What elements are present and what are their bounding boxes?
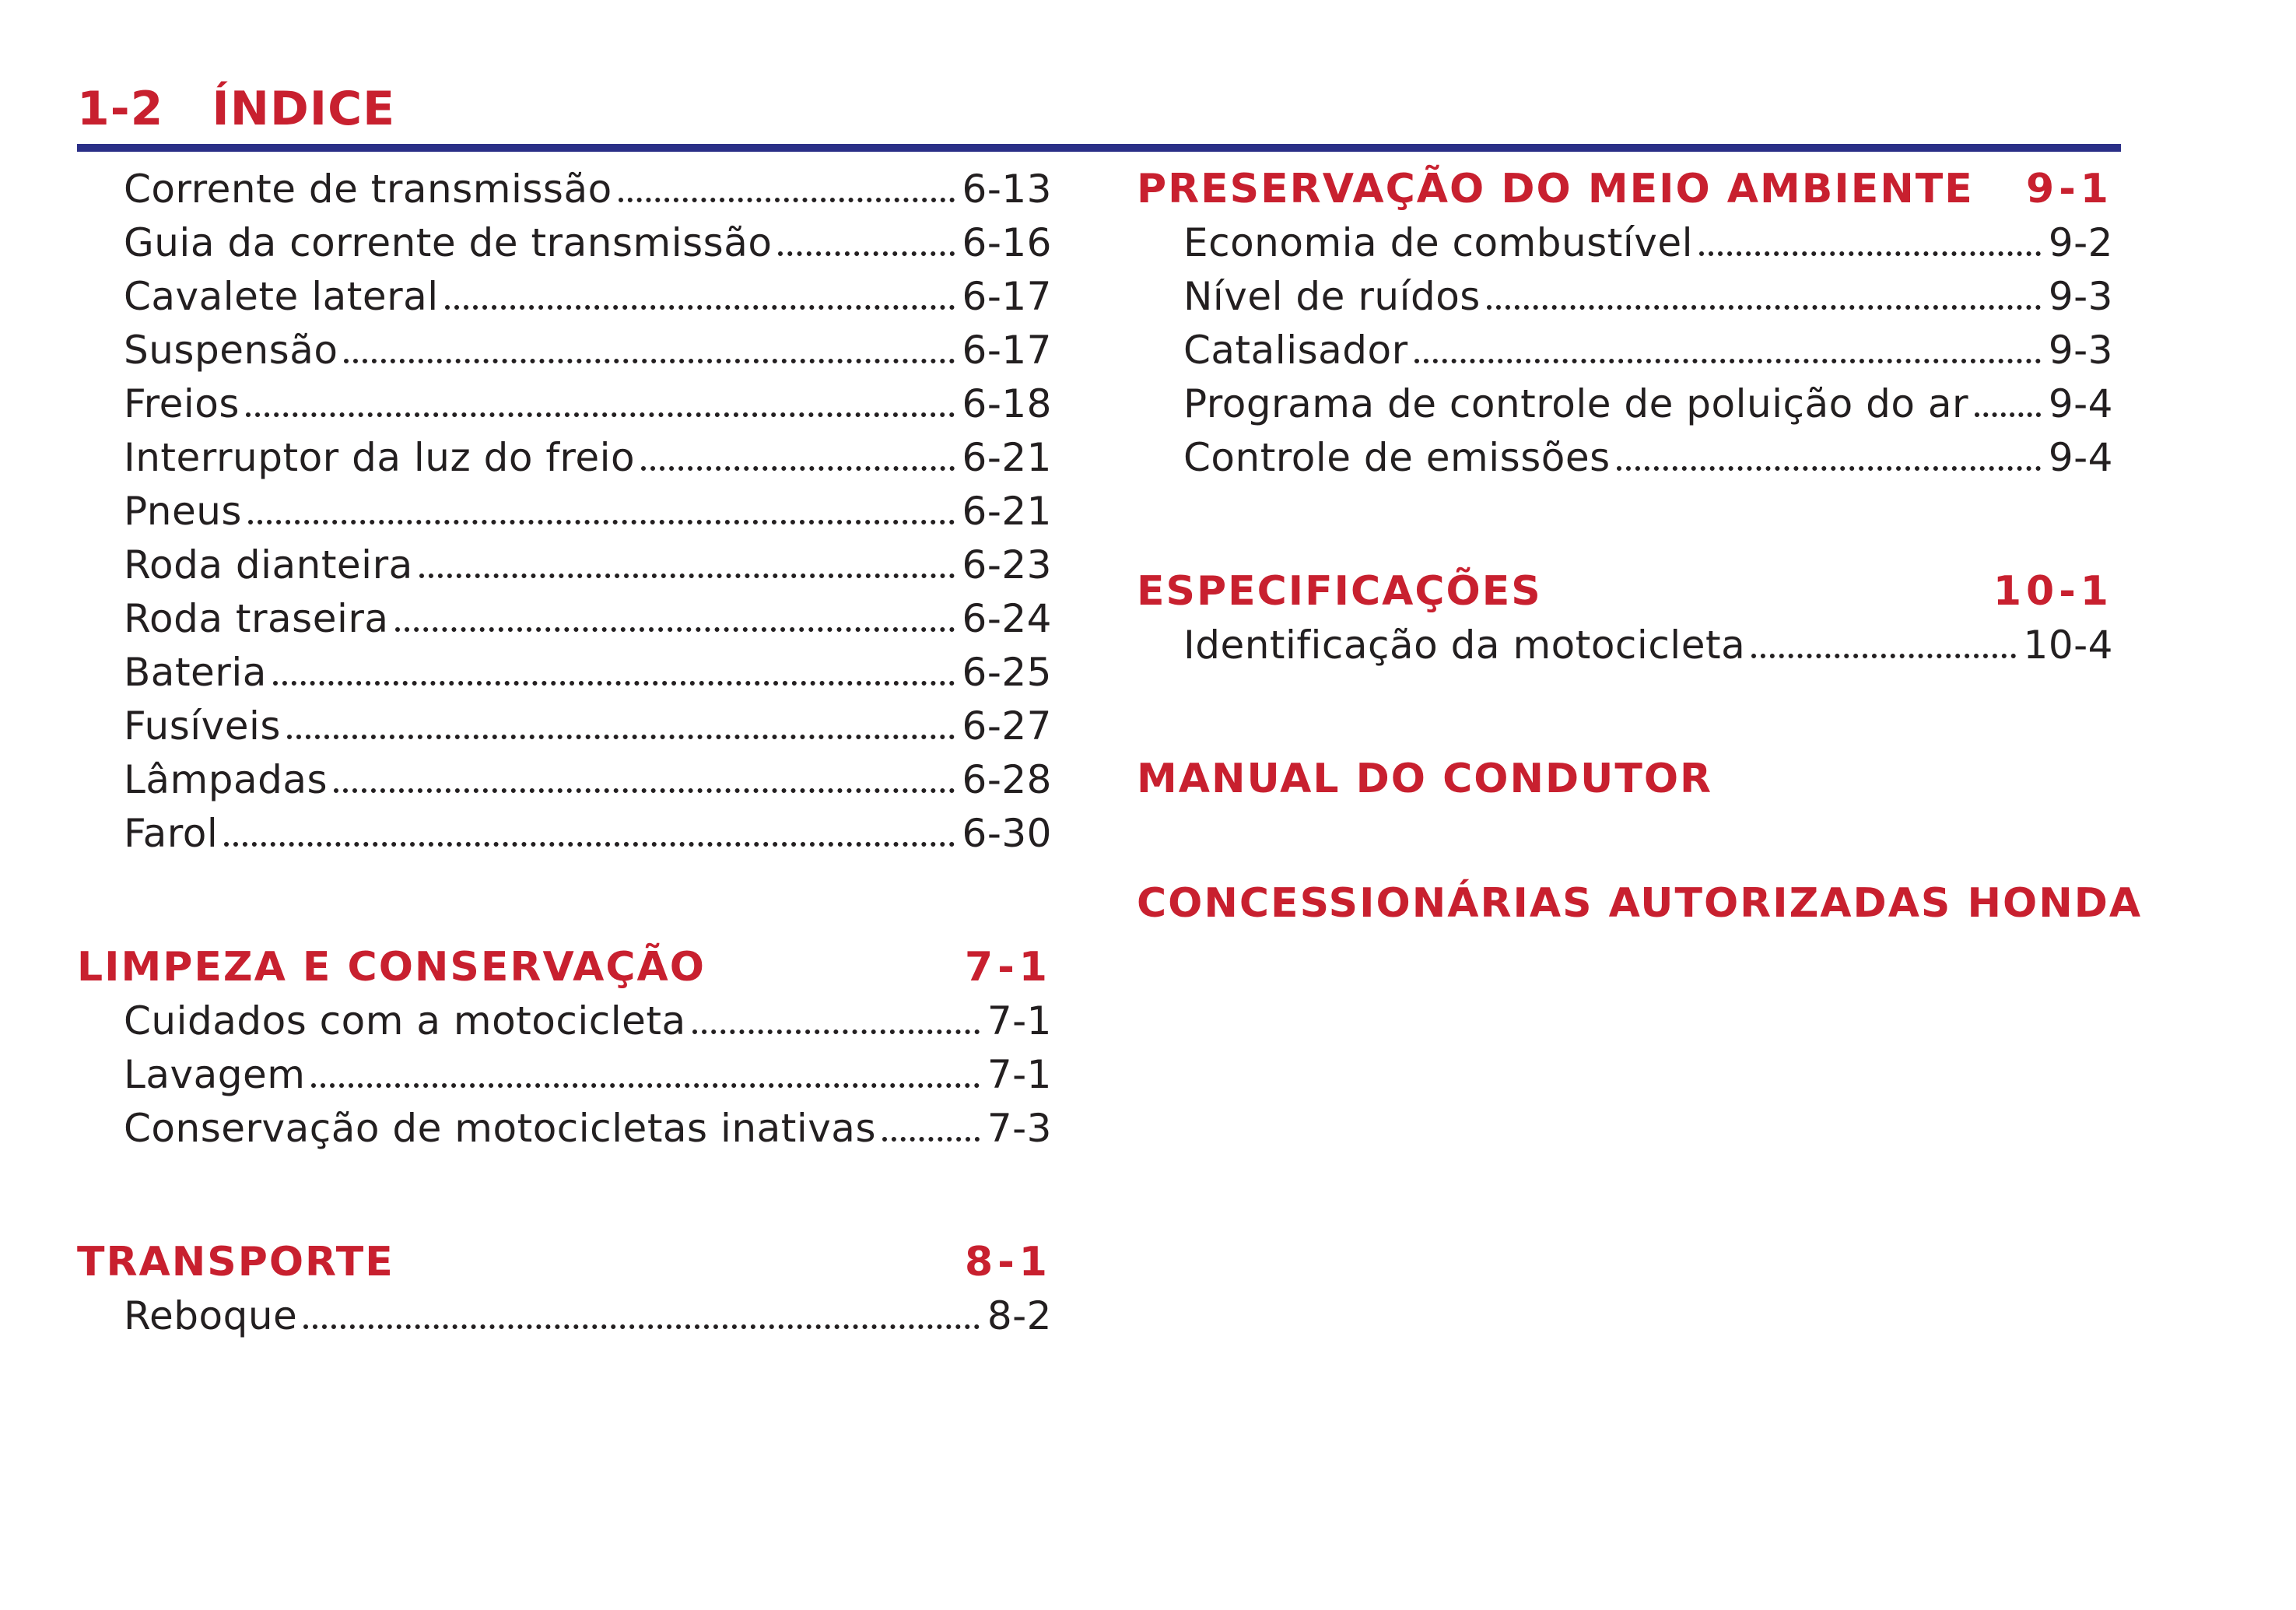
dot-leader [1414,359,2041,363]
dot-leader [1617,466,2041,471]
dot-leader [419,573,955,578]
toc-entry-page: 6-30 [962,811,1052,856]
toc-entry[interactable] [77,700,1052,753]
toc-entry-page: 9-3 [2048,274,2113,319]
toc-entry-page: 6-23 [962,542,1052,588]
section-heading-limpeza[interactable] [77,941,1052,994]
toc-entry-page: 6-17 [962,274,1052,319]
toc-entry[interactable] [77,1289,1052,1343]
toc-entry-page: 9-2 [2048,220,2113,265]
toc-entry-page: 9-4 [2048,435,2113,480]
dot-leader [778,251,954,256]
toc-entry-page: 6-21 [962,489,1052,534]
toc-right-column [1137,163,2143,931]
toc-entry[interactable] [1137,324,2113,377]
toc-entry-title: Freios [124,381,240,426]
toc-entry-title: Identificação da motocicleta [1183,623,1746,668]
dot-leader [1751,654,2015,658]
toc-entry-title: Guia da corrente de transmissão [124,220,773,265]
toc-entry-title: Fusíveis [124,703,281,749]
toc-entry-page: 9-4 [2048,381,2113,426]
toc-entry-title: Nível de ruídos [1183,274,1481,319]
toc-entry[interactable] [1137,216,2113,270]
toc-entry[interactable] [77,994,1052,1048]
dot-leader [273,681,955,686]
dot-leader [1699,251,2041,256]
toc-entry-page: 6-25 [962,650,1052,695]
toc-entry[interactable] [77,1048,1052,1102]
toc-entry-page: 10-4 [2023,623,2113,668]
header-divider [77,144,2121,152]
section-page: 7-1 [965,944,1052,991]
section-title: PRESERVAÇÃO DO MEIO AMBIENTE [1137,166,1974,212]
section-title: MANUAL DO CONDUTOR [1137,756,1713,802]
toc-entry-page: 8-2 [987,1293,1052,1338]
toc-entry-title: Economia de combustível [1183,220,1693,265]
toc-entry[interactable] [77,270,1052,324]
toc-entry[interactable] [77,216,1052,270]
dot-leader [248,520,955,524]
section-title: ESPECIFICAÇÕES [1137,568,1542,615]
dot-leader [311,1083,979,1088]
toc-entry-title: Roda dianteira [124,542,413,588]
section-page: 10-1 [1993,568,2113,615]
toc-entry-page: 7-1 [987,1052,1052,1097]
dot-leader [641,466,954,471]
section-heading-concessionarias[interactable] [1137,877,2143,931]
toc-entry-page: 6-27 [962,703,1052,749]
toc-entry[interactable] [77,485,1052,538]
page-number: 1-2 [77,82,164,136]
toc-entry-title: Farol [124,811,219,856]
toc-entry-page: 6-18 [962,381,1052,426]
section-title: TRANSPORTE [77,1239,394,1286]
section-title: LIMPEZA E CONSERVAÇÃO [77,944,706,991]
section-page: 9-1 [2026,166,2113,212]
toc-entry-title: Suspensão [124,328,338,373]
toc-entry-page: 6-21 [962,435,1052,480]
toc-entry[interactable] [77,324,1052,377]
toc-entry[interactable] [77,807,1052,861]
index-title: ÍNDICE [212,82,396,136]
section-page: 8-1 [965,1239,1052,1286]
toc-entry-page: 7-1 [987,998,1052,1044]
dot-leader [303,1324,980,1329]
dot-leader [1487,305,2041,310]
toc-entry-page: 9-3 [2048,328,2113,373]
toc-entry-title: Corrente de transmissão [124,167,612,212]
dot-leader [692,1029,980,1034]
dot-leader [445,305,955,310]
toc-entry-page: 6-17 [962,328,1052,373]
toc-entry[interactable] [1137,377,2113,431]
toc-entry-title: Controle de emissões [1183,435,1611,480]
section-heading-transporte[interactable] [77,1236,1052,1289]
dot-leader [619,198,955,202]
toc-entry-title: Bateria [124,650,267,695]
toc-entry[interactable] [77,163,1052,216]
toc-entry-title: Pneus [124,489,242,534]
toc-entry[interactable] [77,377,1052,431]
dot-leader [246,412,955,417]
toc-entry-title: Catalisador [1183,328,1408,373]
section-spacer [77,861,1052,941]
section-spacer [1137,806,2113,877]
dot-leader [287,735,955,739]
toc-entry[interactable] [77,431,1052,485]
section-heading-especificacoes[interactable] [1137,565,2113,619]
toc-entry[interactable] [77,1102,1052,1156]
toc-entry-title: Conservação de motocicletas inativas [124,1106,876,1151]
toc-entry-page: 6-16 [962,220,1052,265]
dot-leader [224,842,954,847]
section-spacer [77,1156,1052,1236]
toc-entry[interactable] [77,646,1052,700]
toc-entry-title: Lâmpadas [124,757,328,802]
toc-entry-title: Roda traseira [124,596,389,641]
dot-leader [1975,412,2041,417]
toc-entry-title: Cavalete lateral [124,274,439,319]
section-title: CONCESSIONÁRIAS AUTORIZADAS HONDA [1137,880,2143,927]
dot-leader [882,1137,980,1142]
section-spacer [1137,485,2113,565]
section-heading-preservacao[interactable] [1137,163,2113,216]
toc-entry-page: 6-13 [962,167,1052,212]
section-heading-manual-condutor[interactable] [1137,752,2113,806]
toc-entry-title: Interruptor da luz do freio [124,435,636,480]
page-title [77,78,395,140]
toc-entry-page: 6-28 [962,757,1052,802]
dot-leader [344,359,954,363]
section-spacer [1137,672,2113,752]
toc-entry-page: 7-3 [987,1106,1052,1151]
toc-left-column [77,163,1052,1343]
toc-entry[interactable] [77,592,1052,646]
toc-entry[interactable] [1137,619,2113,672]
toc-entry-title: Reboque [124,1293,298,1338]
dot-leader [395,627,955,632]
dot-leader [334,788,955,793]
toc-entry-title: Programa de controle de poluição do ar [1183,381,1969,426]
toc-entry[interactable] [77,538,1052,592]
toc-entry[interactable] [1137,431,2113,485]
toc-entry-title: Cuidados com a motocicleta [124,998,686,1044]
toc-entry-title: Lavagem [124,1052,306,1097]
toc-entry-page: 6-24 [962,596,1052,641]
toc-entry[interactable] [1137,270,2113,324]
toc-entry[interactable] [77,753,1052,807]
